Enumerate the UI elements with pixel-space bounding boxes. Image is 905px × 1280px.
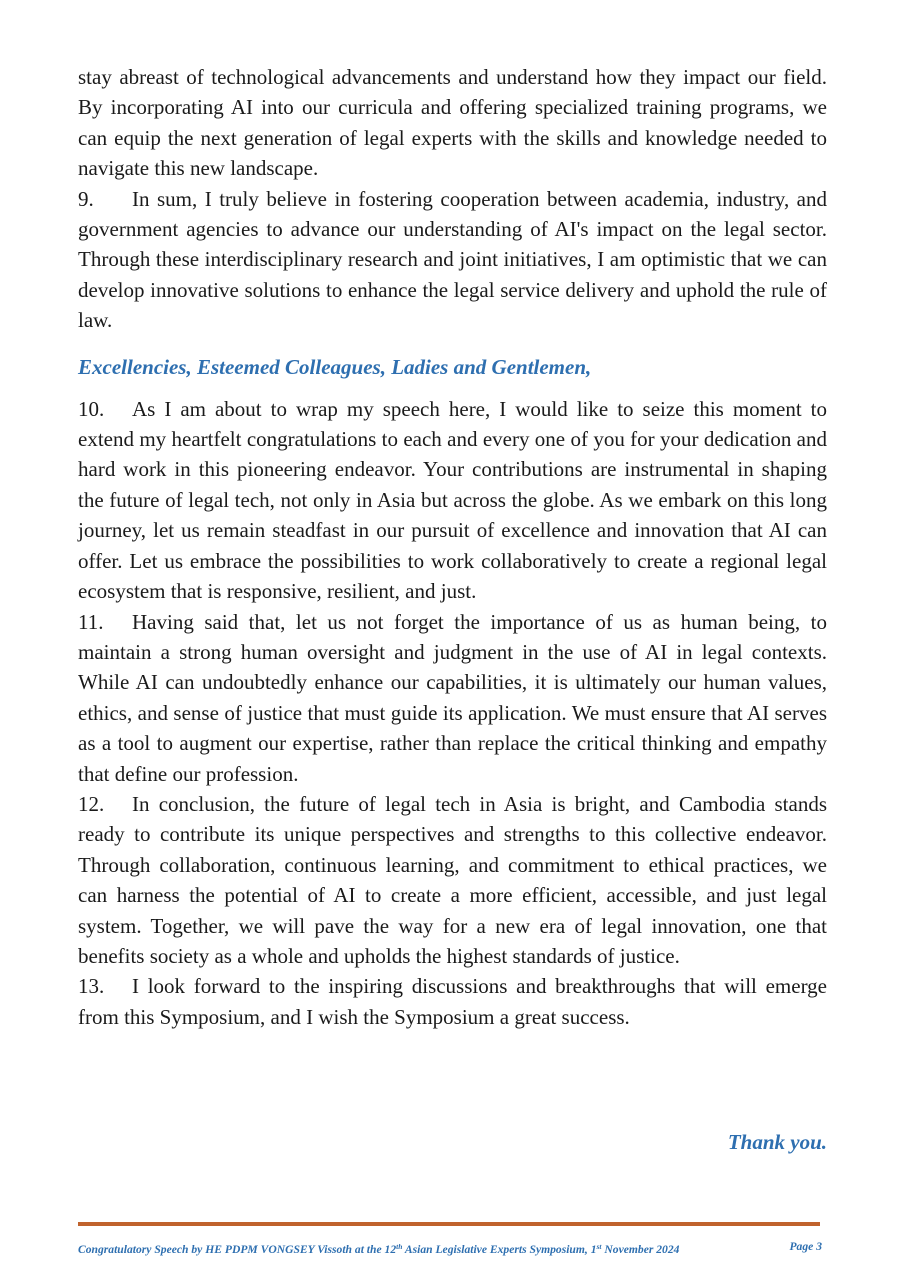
paragraph-text: Having said that, let us not forget the importance of us as human being, to maintain a strong human oversight and judgment in the use of AI in legal contexts. While AI can undoubtedly enhance our capabilities, it is ultimately our human values, ethics, and sense of justice that must guide its application. We must ensure that AI serves as a tool to augment our expertise, rather than replace the critical thinking and empathy that define our profession. <box>78 609 827 786</box>
paragraph-number: 9. <box>78 186 94 211</box>
closing-thank-you: Thank you. <box>727 1130 827 1154</box>
footer-sup-2: st <box>596 1242 602 1251</box>
paragraph-text: As I am about to wrap my speech here, I would like to seize this moment to extend my heartfelt congratulations to each and every one of you for your dedication and hard work in this pioneering endeavor. Your contributions are instrumental in shaping the future of legal tech, not only in Asia but across the globe. As we embark on this long journey, let us remain steadfast in our pursuit of excellence and innovation that AI can offer. Let us embrace the possibilities to work collaboratively to create a regional legal ecosystem that is responsive, resilient, and just. <box>78 396 827 604</box>
paragraph-text: In conclusion, the future of legal tech in Asia is bright, and Cambodia stands ready to contribute its unique perspectives and strengths to this collective endeavor. Through collaboration, continuous learning, and commitment to ethical practices, we can harness the potential of AI to create a more efficient, accessible, and just legal system. Together, we will pave the way for a new era of legal innovation, one that benefits society as a whole and upholds the highest standards of justice. <box>78 791 827 968</box>
footer-text-1: Congratulatory Speech by HE PDPM VONGSEY Vissoth at the 12 <box>78 1243 397 1256</box>
footer-sup-1: th <box>396 1242 403 1251</box>
paragraph-number: 10. <box>78 396 105 421</box>
paragraph-9 <box>78 184 827 336</box>
paragraph-number: 13. <box>78 974 105 999</box>
paragraph-11 <box>78 607 827 789</box>
footer-caption <box>78 1243 679 1256</box>
paragraph-number: 12. <box>78 791 105 816</box>
paragraph-text: In sum, I truly believe in fostering cooperation between academia, industry, and government agencies to advance our understanding of AI's impact on the legal sector. Through these interdisciplinary research and joint initiatives, I am optimistic that we can develop innovative solutions to enhance the legal service delivery and uphold the rule of law. <box>78 186 827 333</box>
intro-paragraph: stay abreast of technological advancements and understand how they impact our field. By incorporating AI into our curricula and offering specialized training programs, we can equip the next generation of legal experts with the skills and knowledge needed to navigate this new landscape. <box>78 65 827 181</box>
footer-divider <box>78 1222 820 1226</box>
footer-text-2: Asian Legislative Experts Symposium, 1 <box>402 1243 597 1256</box>
paragraph-12 <box>78 789 827 971</box>
salutation-heading: Excellencies, Esteemed Colleagues, Ladies and Gentlemen, <box>78 354 592 379</box>
paragraph-number: 11. <box>78 609 104 634</box>
footer-text-3: November 2024 <box>601 1243 680 1256</box>
page-footer <box>78 1239 822 1258</box>
speech-body <box>78 62 827 1032</box>
paragraph-13 <box>78 971 827 1032</box>
paragraph-text: I look forward to the inspiring discussions and breakthroughs that will emerge from this Symposium, and I wish the Symposium a great success. <box>78 974 827 1029</box>
page-number: Page 3 <box>789 1240 822 1253</box>
paragraph-10 <box>78 394 827 607</box>
